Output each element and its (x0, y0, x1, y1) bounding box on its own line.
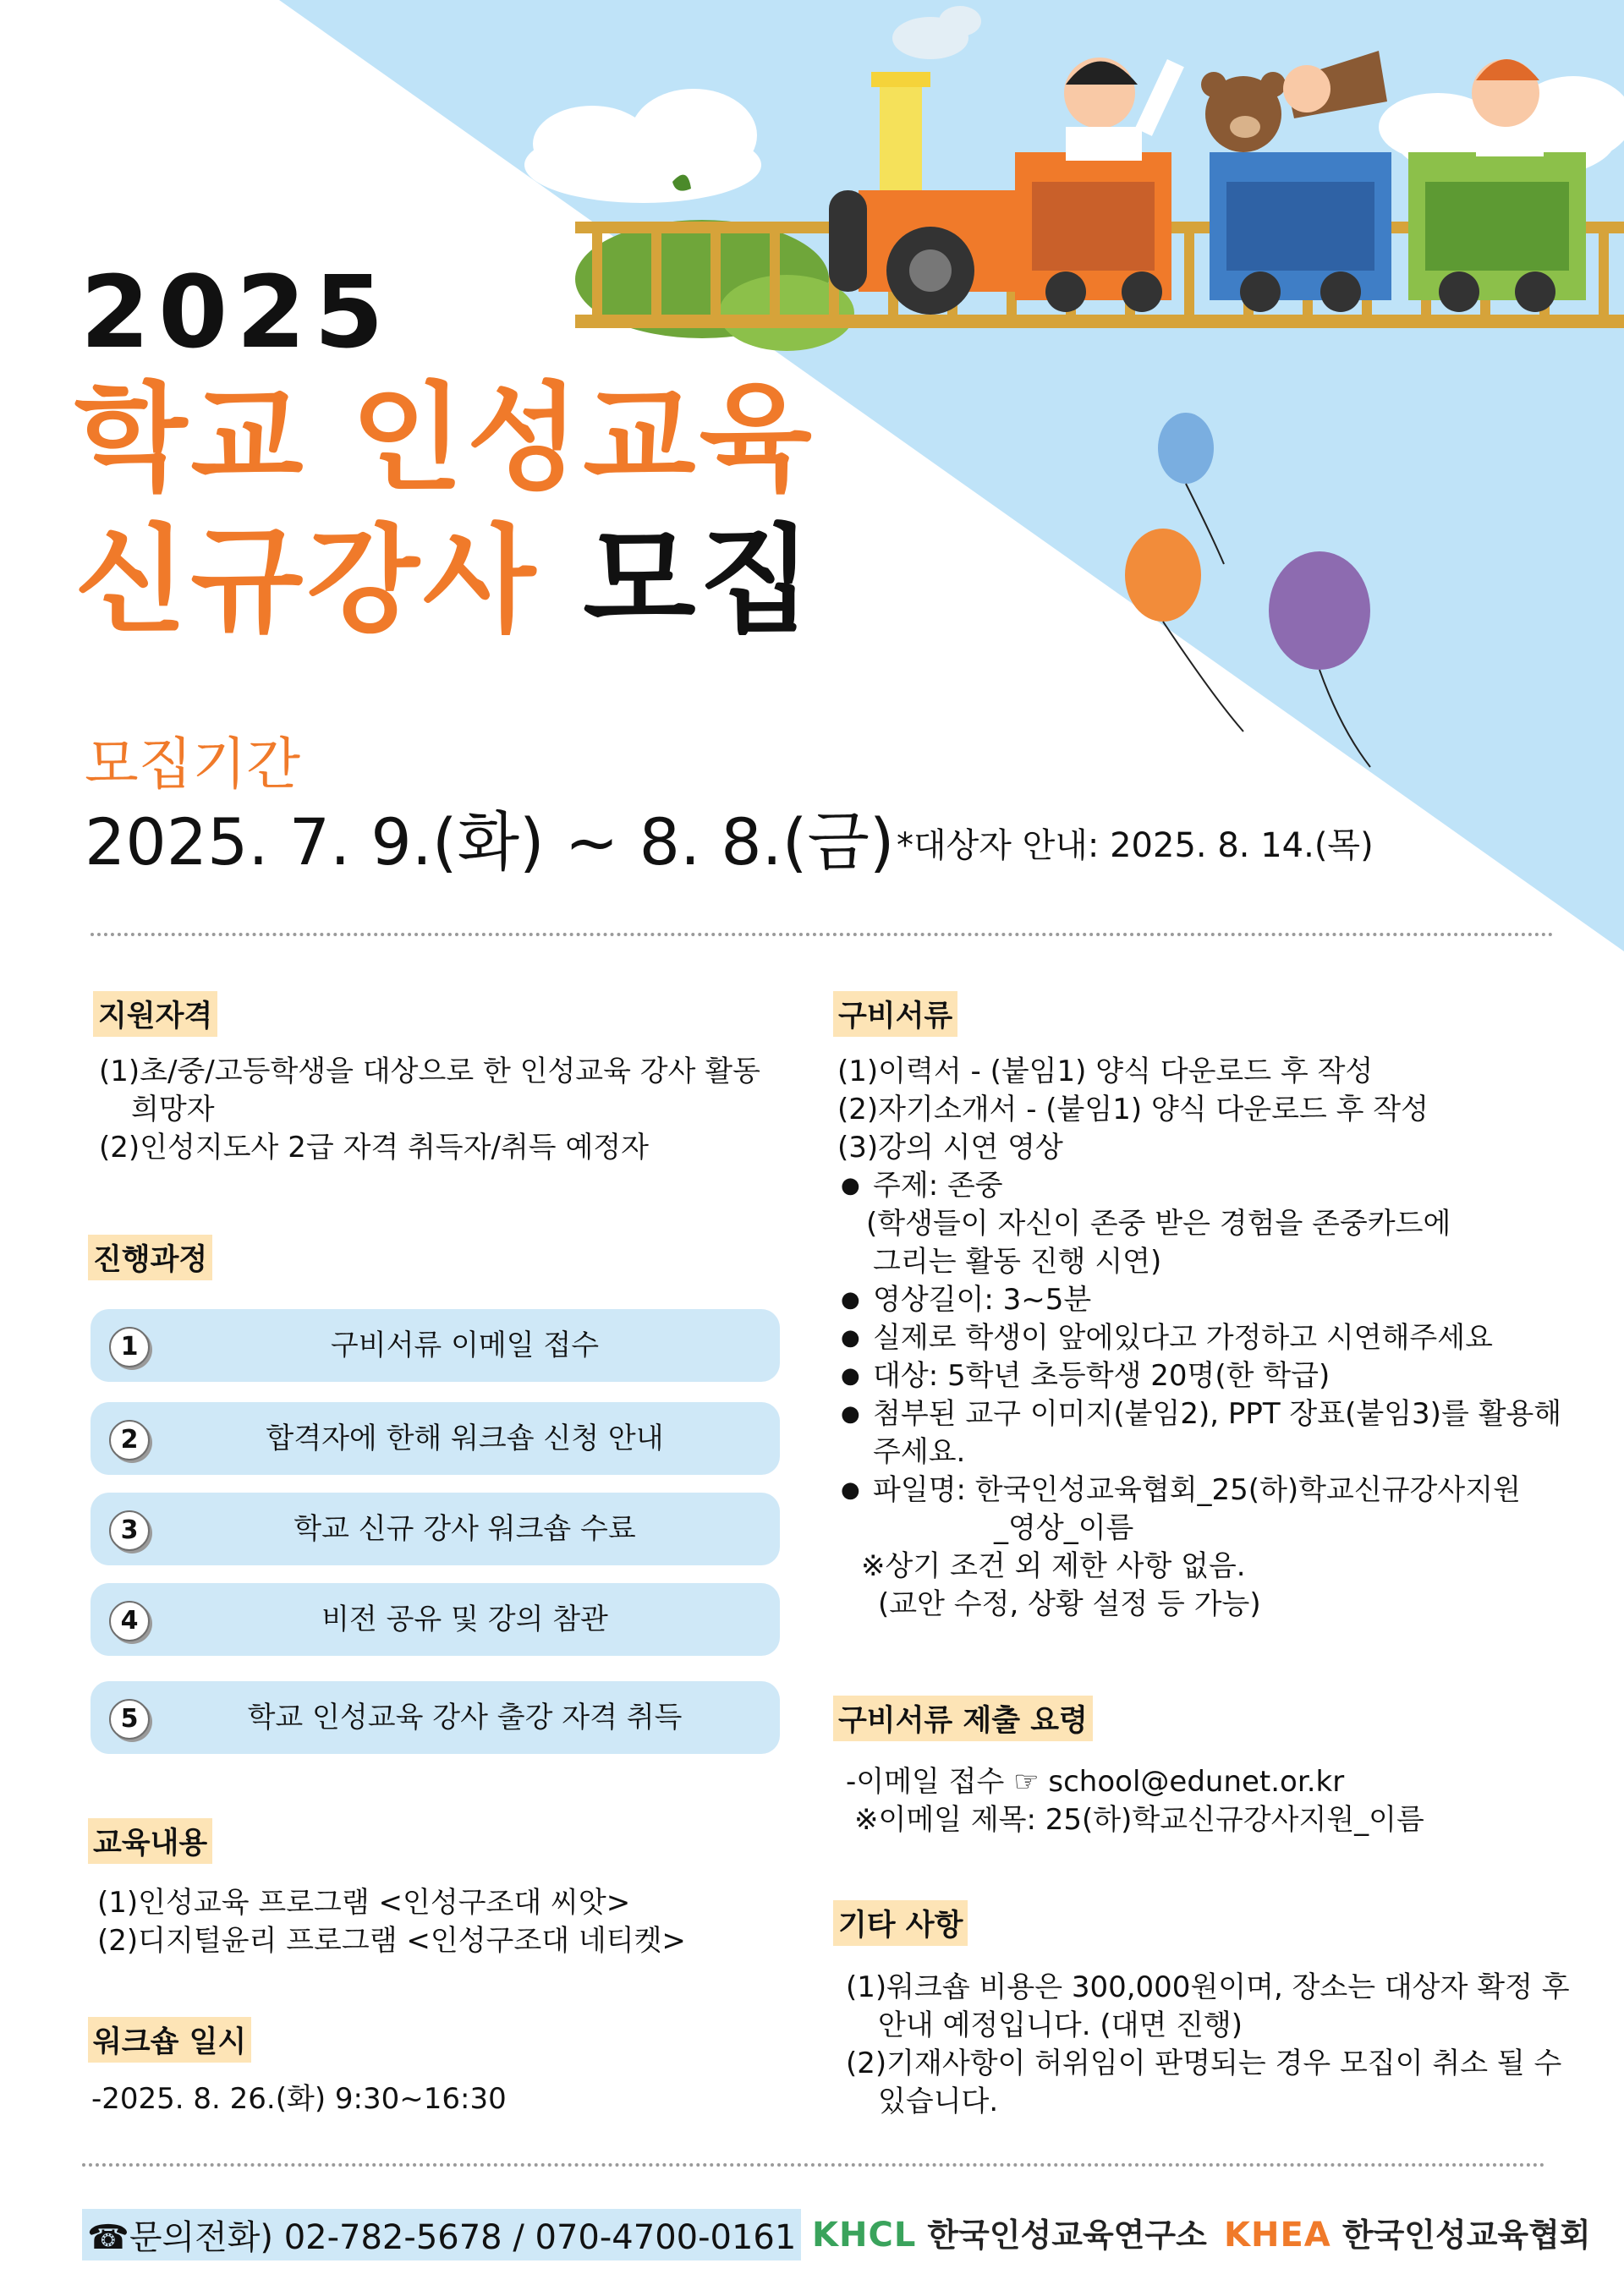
etc-item-1-cont: 안내 예정입니다. (대면 진행) (878, 2008, 1243, 2042)
etc-heading: 기타 사항 (833, 1900, 968, 1946)
submission-subject: ※이메일 제목: 25(하)학교신규강사지원_이름 (854, 1803, 1424, 1837)
title-line-2 (74, 512, 815, 649)
step-number: 1 (109, 1327, 150, 1367)
year-heading: 2025 (80, 254, 392, 370)
step-number: 3 (109, 1510, 150, 1551)
divider-bottom (82, 2163, 1545, 2167)
etc-item-2-cont: 있습니다. (878, 2085, 999, 2118)
period-dates: 2025. 7. 9.(화) ~ 8. 8.(금) (85, 804, 895, 879)
education-list (97, 1884, 791, 1960)
documents-list (837, 1053, 1582, 1624)
announcement-date: *대상자 안내: 2025. 8. 14.(목) (897, 826, 1374, 865)
video-topic: ● 주제: 존중 (837, 1167, 1582, 1205)
workshop-heading: 워크숍 일시 (88, 2017, 251, 2063)
qualification-list (99, 1053, 793, 1167)
step-number: 2 (109, 1420, 150, 1460)
train-wagon-blue (1210, 152, 1391, 312)
process-step-1 (91, 1309, 780, 1382)
video-audience: ● 대상: 5학년 초등학생 20명(한 학급) (837, 1357, 1582, 1395)
education-heading: 교육내용 (88, 1818, 212, 1864)
etc-list (846, 1969, 1590, 2121)
qualification-heading: 지원자격 (93, 991, 217, 1037)
process-step-5 (91, 1681, 780, 1754)
workshop-date: -2025. 8. 26.(화) 9:30~16:30 (91, 2082, 507, 2116)
step-label: 비전 공유 및 강의 참관 (321, 1603, 608, 1636)
education-item-2: (2)디지털윤리 프로그램 <인성구조대 네티켓> (97, 1924, 686, 1958)
qualification-item-2: (2)인성지도사 2급 자격 취득자/취득 예정자 (99, 1131, 649, 1164)
video-topic-detail-1: (학생들이 자신이 존중 받은 경험을 존중카드에 (866, 1207, 1451, 1241)
khcl-logo-mark: KHCL (812, 2216, 917, 2255)
qualification-item-1-cont: 희망자 (131, 1093, 215, 1126)
submission-email: -이메일 접수 ☞ school@edunet.or.kr (846, 1765, 1345, 1799)
step-label: 구비서류 이메일 접수 (330, 1329, 600, 1362)
process-step-3 (91, 1493, 780, 1565)
video-length: ● 영상길이: 3~5분 (837, 1281, 1582, 1319)
documents-item-3: (3)강의 시연 영상 (837, 1131, 1063, 1164)
step-number: 4 (109, 1601, 150, 1641)
education-item-1: (1)인성교육 프로그램 <인성구조대 씨앗> (97, 1886, 631, 1920)
logo-khcl (812, 2209, 1207, 2255)
khcl-logo-name: 한국인성교육연구소 (927, 2217, 1207, 2254)
submission-info (846, 1763, 1573, 1839)
video-materials-cont: 주세요. (873, 1435, 966, 1469)
video-topic-detail-2: 그리는 활동 진행 시연) (873, 1245, 1162, 1279)
logo-khea (1224, 2209, 1591, 2255)
video-filename: ● 파일명: 한국인성교육협회_25(하)학교신규강사지원 (837, 1471, 1582, 1510)
etc-item-1: (1)워크숍 비용은 300,000원이며, 장소는 대상자 확정 후 (846, 1970, 1570, 2004)
process-heading: 진행과정 (88, 1235, 212, 1280)
documents-heading: 구비서류 (833, 991, 957, 1037)
title-black-part: 모집 (583, 512, 815, 649)
qualification-item-1: (1)초/중/고등학생을 대상으로 한 인성교육 강사 활동 (99, 1055, 760, 1088)
step-label: 합격자에 한해 워크숍 신청 안내 (266, 1422, 664, 1455)
khea-logo-mark: KHEA (1224, 2216, 1331, 2255)
khea-logo-name: 한국인성교육협회 (1341, 2217, 1591, 2254)
documents-item-1: (1)이력서 - (붙임1) 양식 다운로드 후 작성 (837, 1055, 1374, 1088)
submission-heading: 구비서류 제출 요령 (833, 1696, 1093, 1741)
documents-note-1: ※상기 조건 외 제한 사항 없음. (861, 1549, 1246, 1583)
divider-top (91, 933, 1554, 936)
process-step-2 (91, 1402, 780, 1475)
video-materials: ● 첨부된 교구 이미지(붙임2), PPT 장표(붙임3)를 활용해 (837, 1395, 1582, 1433)
period-label: 모집기간 (85, 732, 301, 797)
step-number: 5 (109, 1699, 150, 1740)
step-label: 학교 신규 강사 워크숍 수료 (294, 1512, 636, 1546)
etc-item-2: (2)기재사항이 허위임이 판명되는 경우 모집이 취소 될 수 (846, 2047, 1562, 2080)
documents-note-2: (교안 수정, 상황 설정 등 가능) (878, 1587, 1261, 1621)
video-instruction: ● 실제로 학생이 앞에있다고 가정하고 시연해주세요 (837, 1319, 1582, 1357)
title-line-1: 학교 인성교육 (74, 370, 815, 507)
step-label: 학교 인성교육 강사 출강 자격 취득 (247, 1701, 683, 1734)
video-filename-cont: _영상_이름 (994, 1511, 1134, 1545)
documents-item-2: (2)자기소개서 - (붙임1) 양식 다운로드 후 작성 (837, 1093, 1429, 1126)
process-step-4 (91, 1583, 780, 1656)
contact-phone: ☎문의전화) 02-782-5678 / 070-4700-0161 (82, 2209, 801, 2260)
title-orange-part: 신규강사 (74, 512, 540, 649)
